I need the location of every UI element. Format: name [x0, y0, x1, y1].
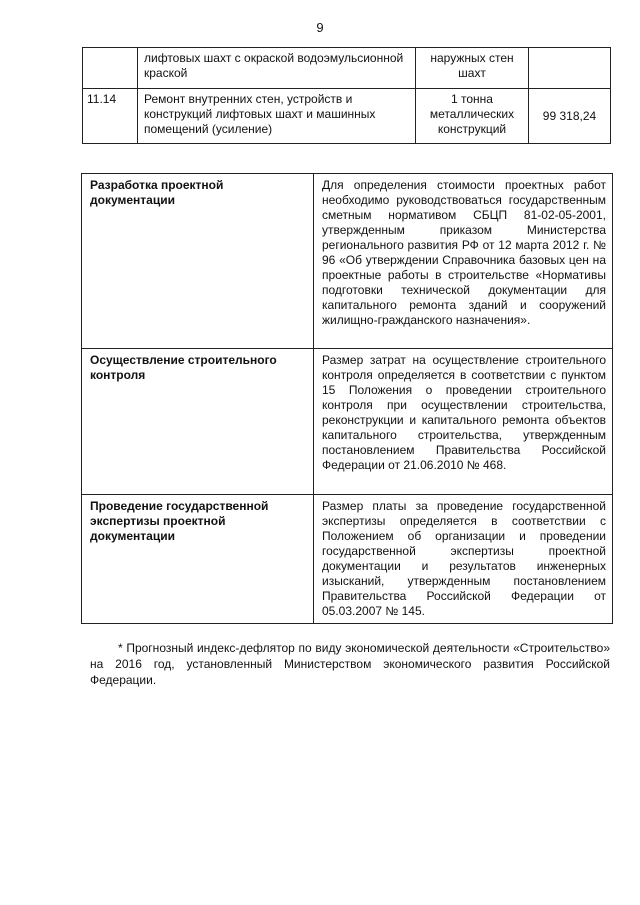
table-row	[83, 89, 611, 144]
row-number-cell	[83, 48, 138, 89]
table-row	[83, 48, 611, 89]
table-row	[82, 495, 613, 624]
footnote: * Прогнозный индекс-дефлятор по виду экономической деятельности «Строительство» на 2016 год, установленный Министерством экономического развития Российской Федерации.	[90, 641, 610, 687]
unit-cell: наружных стен шахт	[416, 48, 529, 89]
works-table	[82, 47, 611, 144]
work-name-cell: Ремонт внутренних стен, устройств и конструкций лифтовых шахт и машинных помещений (усиление)	[138, 89, 416, 144]
costs-table	[81, 173, 613, 624]
price-cell: 99 318,24	[529, 89, 611, 144]
cost-item-label: Разработка проектной документации	[82, 174, 314, 349]
table-row	[82, 174, 613, 349]
cost-item-description: Для определения стоимости проектных работ необходимо руководствоваться государственным сметным нормативом СБЦП 81-02-05-2001, утвержденным приказом Министерства регионального развития РФ от 12 марта 2012 г. № 96 «Об утверждении Справочника базовых цен на проектные работы в строительстве «Нормативы подготовки технической документации для капитального ремонта зданий и сооружений жилищно-гражданского назначения».	[314, 174, 613, 349]
row-number-cell: 11.14	[83, 89, 138, 144]
unit-cell: 1 тонна металлических конструкций	[416, 89, 529, 144]
cost-item-label: Проведение государственной экспертизы проектной документации	[82, 495, 314, 624]
cost-item-description: Размер затрат на осуществление строительного контроля определяется в соответствии с пунктом 15 Положения о проведении строительного контроля при осуществлении строительства, реконструкции и капитального ремонта объектов капитального строительства, утвержденным постановлением Правительства Российской Федерации от 21.06.2010 № 468.	[314, 349, 613, 495]
price-cell	[529, 48, 611, 89]
cost-item-description: Размер платы за проведение государственной экспертизы определяется в соответствии с Положением об организации и проведении государственной экспертизы проектной документации и результатов инженерных изысканий, утвержденным постановлением Правительства Российской Федерации от 05.03.2007 № 145.	[314, 495, 613, 624]
work-name-cell: лифтовых шахт с окраской водоэмульсионной краской	[138, 48, 416, 89]
page-number: 9	[316, 20, 324, 35]
cost-item-label: Осуществление строительного контроля	[82, 349, 314, 495]
table-row	[82, 349, 613, 495]
